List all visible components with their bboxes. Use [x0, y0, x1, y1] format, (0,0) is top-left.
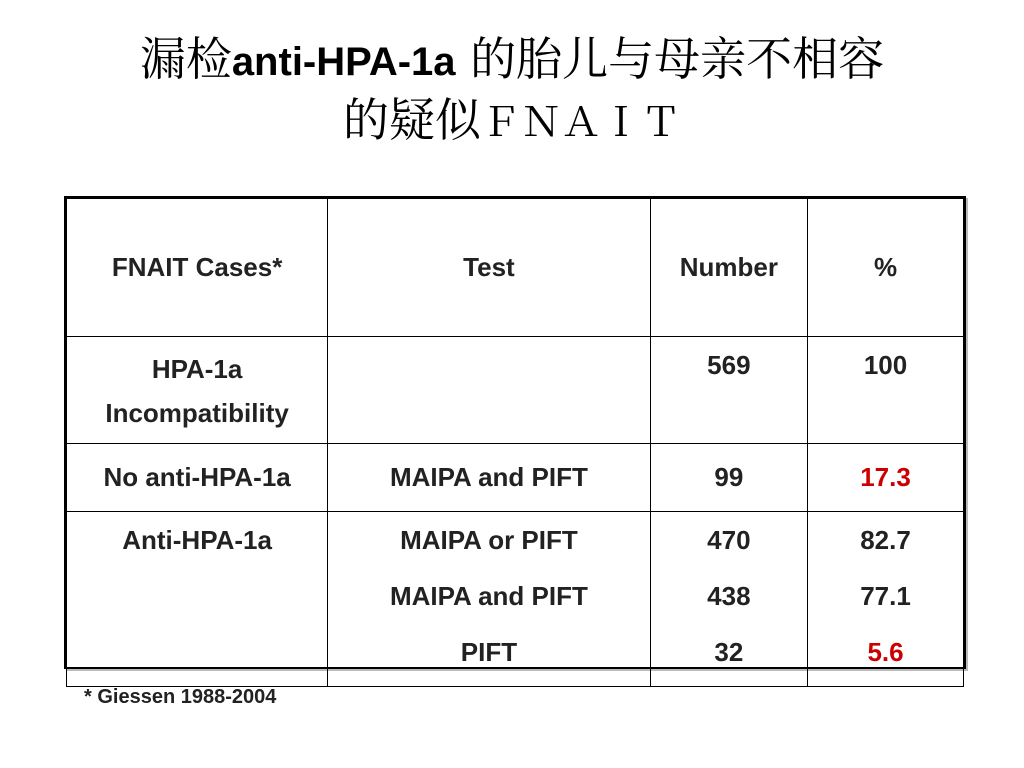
- title-line-2: [343, 93, 681, 147]
- case-label: Anti-HPA-1a: [122, 525, 272, 555]
- number-entry: 32: [714, 637, 744, 667]
- percent-entry-highlight: 5.6: [867, 637, 904, 667]
- test-entry: MAIPA or PIFT: [400, 525, 578, 555]
- table-row-anti: [67, 512, 964, 687]
- cell-case: [67, 512, 328, 687]
- footnote: * Giessen 1988-2004: [84, 686, 277, 708]
- fnait-table: [66, 198, 964, 687]
- percent-entry: 77.1: [860, 581, 911, 611]
- table-header-row: [67, 199, 964, 337]
- cell-test: MAIPA and PIFT: [328, 444, 650, 512]
- number-entry: 438: [707, 581, 751, 611]
- cell-number: 99: [650, 444, 807, 512]
- cell-case: [67, 337, 328, 444]
- title-cjk-prefix: 漏检: [139, 32, 232, 86]
- case-line-1: HPA-1a: [151, 354, 243, 384]
- cell-percent-stack: [808, 512, 964, 687]
- case-line-2: Incompatibility: [105, 398, 289, 428]
- header-number: Number: [650, 199, 807, 337]
- cell-number: 569: [650, 337, 807, 444]
- title-cjk-suffix: 的胎儿与母亲不相容: [455, 32, 885, 86]
- header-fnait-cases: FNAIT Cases*: [67, 199, 328, 337]
- title-line-1: [140, 32, 884, 86]
- title-cjk-suspected: 的疑似: [343, 93, 481, 147]
- cell-percent-highlight: 17.3: [808, 444, 964, 512]
- number-entry: 470: [707, 525, 751, 555]
- cell-test: [328, 337, 650, 444]
- cell-number-stack: [650, 512, 807, 687]
- slide-title: [0, 30, 1024, 152]
- cell-test-stack: [328, 512, 650, 687]
- cell-percent: 100: [808, 337, 964, 444]
- test-entry: PIFT: [460, 637, 518, 667]
- table-row-no-anti: [67, 444, 964, 512]
- test-entry: MAIPA and PIFT: [389, 581, 588, 611]
- header-test: Test: [328, 199, 650, 337]
- title-fnait: ＦＮＡＩＴ: [481, 100, 681, 145]
- table-row-incompatibility: [67, 337, 964, 444]
- header-percent: %: [808, 199, 964, 337]
- title-antibody-name: anti-HPA-1a: [231, 40, 456, 84]
- fnait-table-container: [64, 196, 966, 669]
- cell-case: No anti-HPA-1a: [67, 444, 328, 512]
- percent-entry: 82.7: [860, 525, 911, 555]
